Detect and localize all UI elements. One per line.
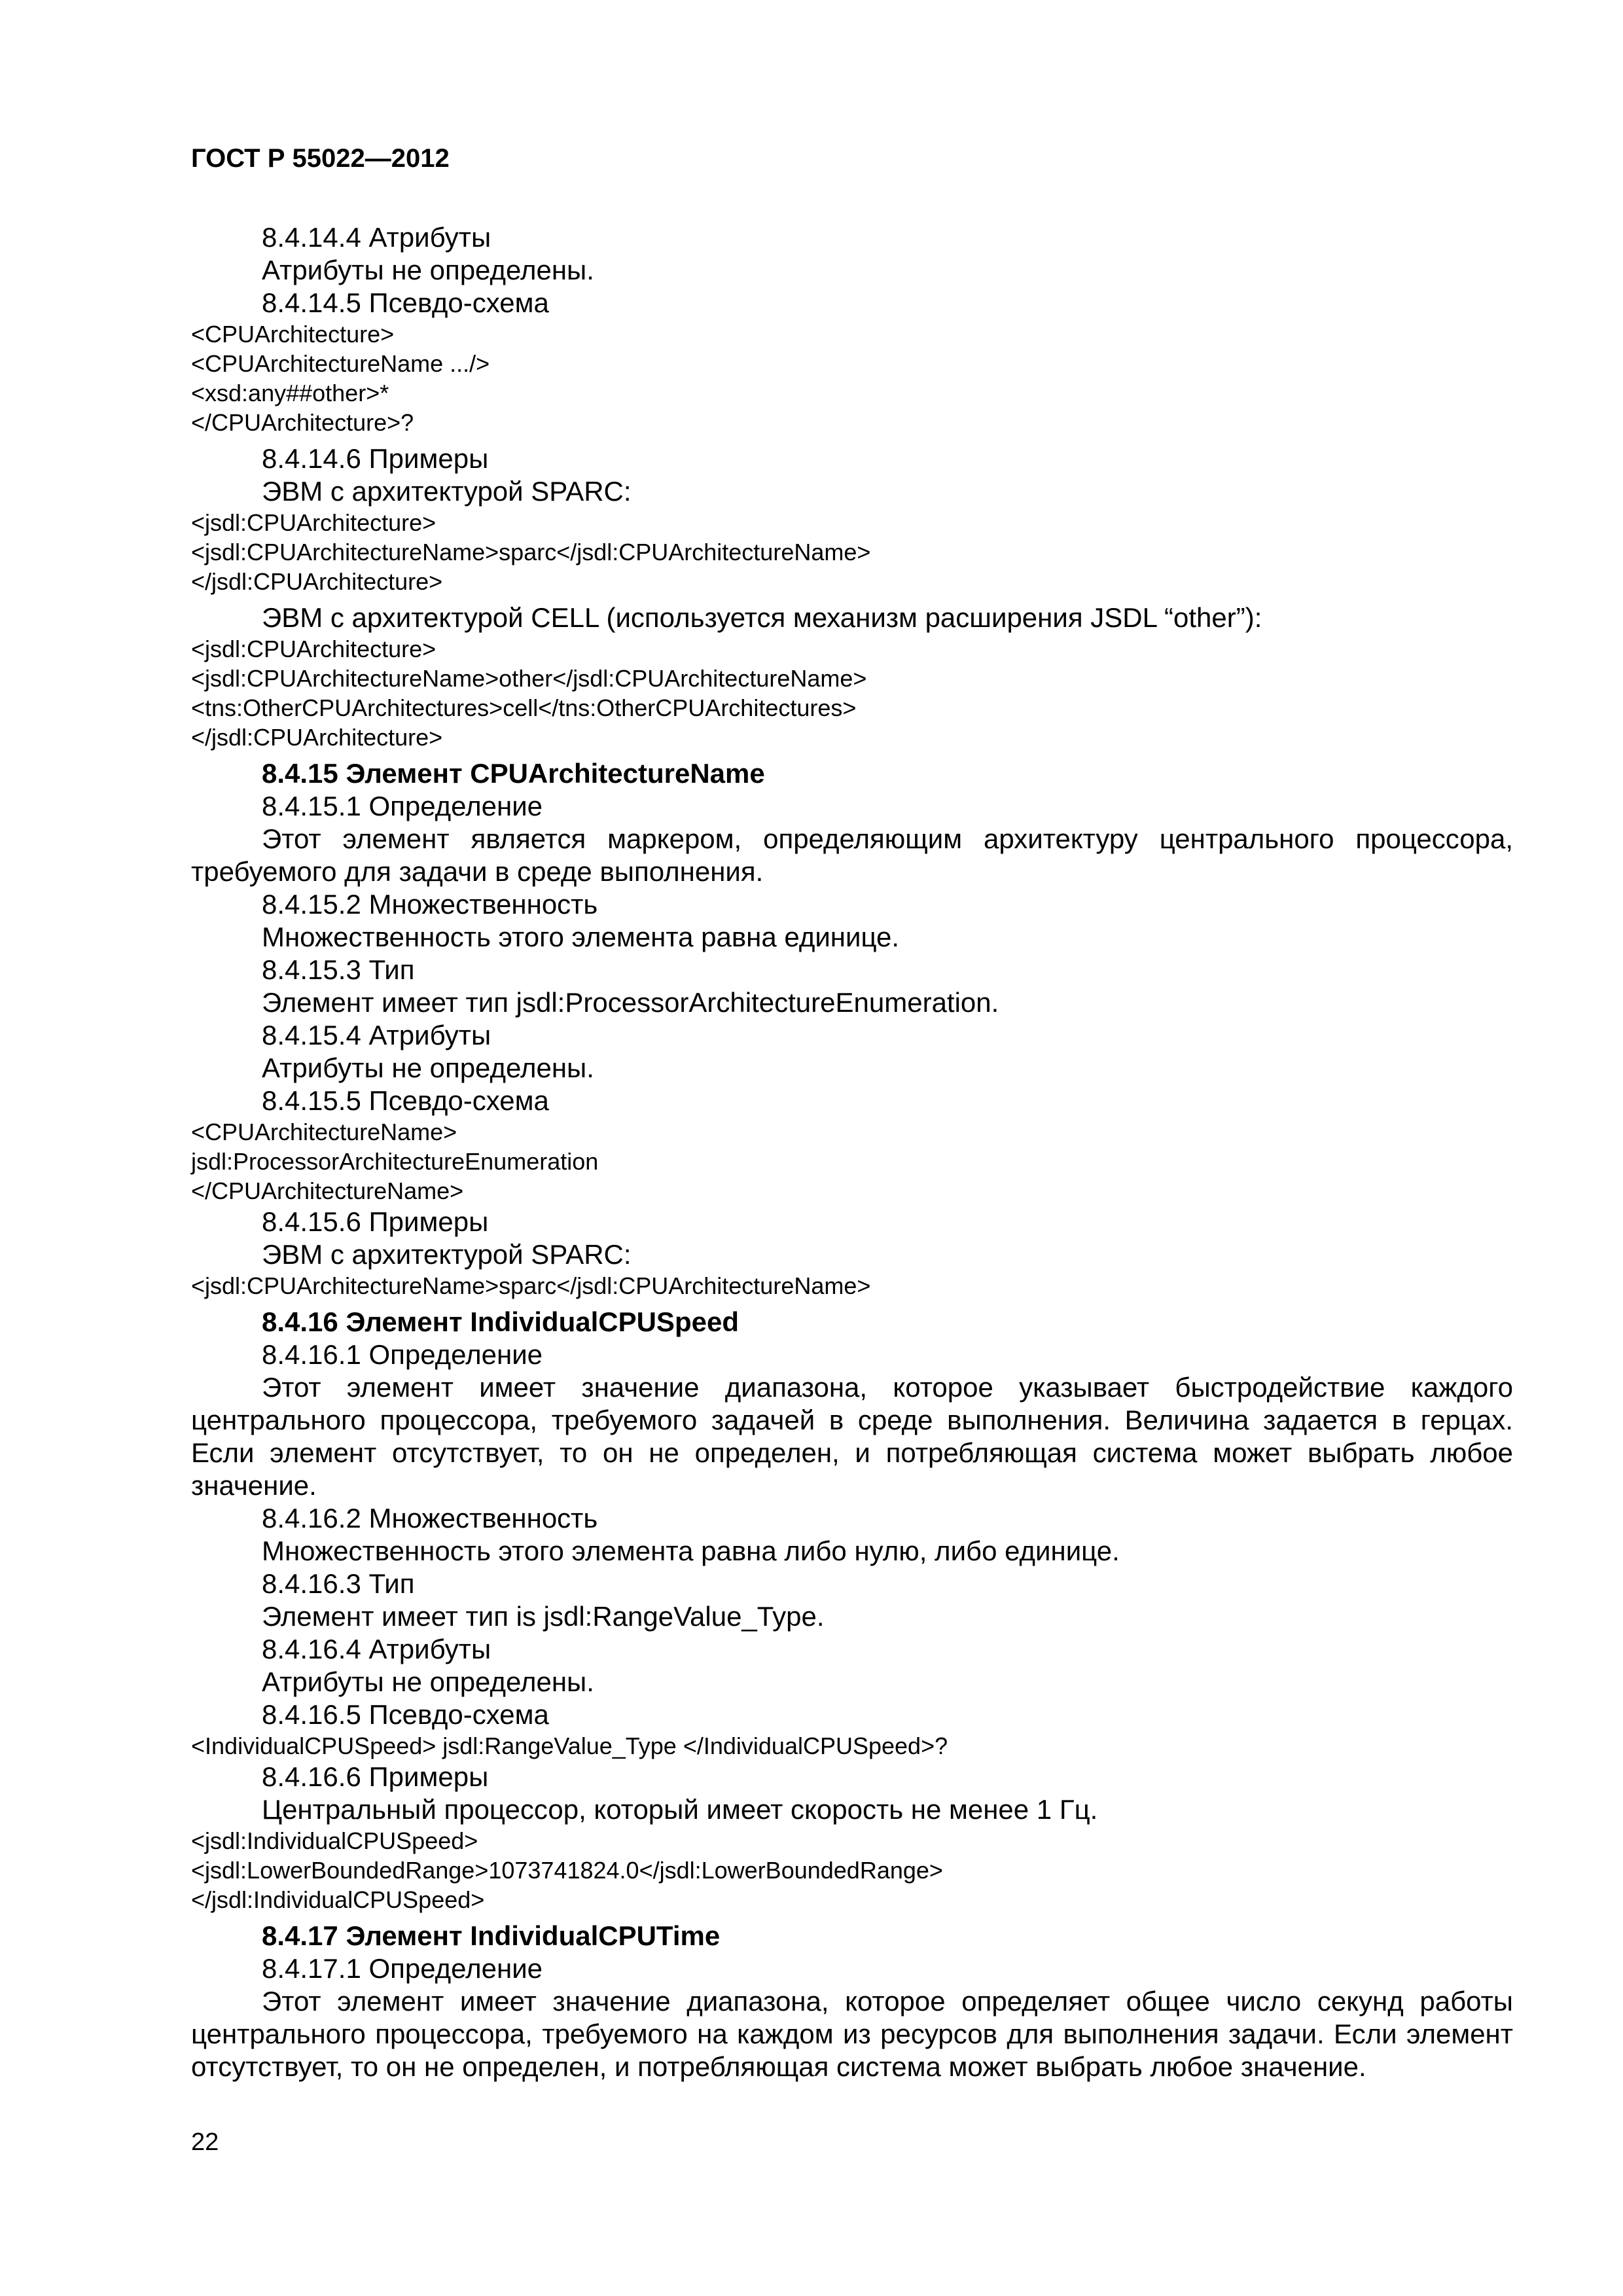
section-heading: 8.4.17.1 Определение <box>262 1953 543 1984</box>
text-line: Атрибуты не определены. <box>262 1666 594 1697</box>
section-heading: 8.4.16.6 Примеры <box>262 1761 489 1792</box>
code-line: <xsd:any##other>* <box>191 380 389 406</box>
code-line: </CPUArchitecture>? <box>191 409 414 436</box>
code-line: <jsdl:CPUArchitectureName>sparc</jsdl:CPUArchitectureName> <box>191 539 871 565</box>
code-line: <jsdl:LowerBoundedRange>1073741824.0</jsdl:LowerBoundedRange> <box>191 1857 943 1884</box>
section-heading: 8.4.16.3 Тип <box>262 1568 415 1599</box>
section-heading: 8.4.15.2 Множественность <box>262 889 598 920</box>
section-heading: 8.4.14.5 Псевдо-схема <box>262 287 549 318</box>
code-line: <jsdl:CPUArchitecture> <box>191 509 437 536</box>
text-line: Элемент имеет тип jsdl:ProcessorArchitectureEnumeration. <box>262 987 999 1018</box>
section-heading: 8.4.15.6 Примеры <box>262 1206 489 1237</box>
code-line: </jsdl:CPUArchitecture> <box>191 724 443 751</box>
section-heading: 8.4.15.3 Тип <box>262 954 415 985</box>
section-heading: 8.4.15.1 Определение <box>262 791 543 821</box>
text-line: ЭВМ с архитектурой SPARC: <box>262 476 632 507</box>
paragraph: Этот элемент имеет значение диапазона, которое определяет общее число секунд работы центрального процессора, требуемого на каждом из ресурсов для выполнения задачи. Если элемент отсутствует, то он не определен, и потребляющая система может выбрать любое значение. <box>191 1986 1513 2082</box>
text-line: Атрибуты не определены. <box>262 255 594 285</box>
text-line: ЭВМ с архитектурой CELL (используется механизм расширения JSDL “other”): <box>262 602 1262 633</box>
paragraph: Этот элемент имеет значение диапазона, которое указывает быстродействие каждого центрального процессора, требуемого задачей в среде выполнения. Величина задается в герцах. Если элемент отсутствует, то он не определен, и потребляющая система может выбрать любое значение. <box>191 1372 1513 1501</box>
text-line: ЭВМ с архитектурой SPARC: <box>262 1239 632 1270</box>
document-body <box>191 221 1513 2083</box>
page-number: 22 <box>191 2128 219 2156</box>
code-line: <CPUArchitecture> <box>191 321 395 348</box>
text-line: Элемент имеет тип is jsdl:RangeValue_Type. <box>262 1601 825 1632</box>
standard-header: ГОСТ Р 55022—2012 <box>191 144 450 173</box>
code-line: <jsdl:CPUArchitectureName>other</jsdl:CPUArchitectureName> <box>191 665 867 692</box>
section-heading: 8.4.14.6 Примеры <box>262 443 489 474</box>
code-line: <jsdl:CPUArchitectureName>sparc</jsdl:CPUArchitectureName> <box>191 1272 871 1299</box>
code-line: <tns:OtherCPUArchitectures>cell</tns:OtherCPUArchitectures> <box>191 694 857 721</box>
text-line: Множественность этого элемента равна либо нулю, либо единице. <box>262 1535 1120 1566</box>
code-line: </jsdl:CPUArchitecture> <box>191 568 443 595</box>
text-line: Центральный процессор, который имеет скорость не менее 1 Гц. <box>262 1794 1098 1825</box>
section-heading: 8.4.15.4 Атрибуты <box>262 1020 491 1050</box>
section-heading: 8.4.16.1 Определение <box>262 1339 543 1370</box>
code-line: <jsdl:IndividualCPUSpeed> <box>191 1827 478 1854</box>
code-line: </CPUArchitectureName> <box>191 1177 464 1204</box>
section-heading: 8.4.16.4 Атрибуты <box>262 1634 491 1664</box>
paragraph: Этот элемент является маркером, определяющим архитектуру центрального процессора, требуемого для задачи в среде выполнения. <box>191 823 1513 887</box>
code-line: </jsdl:IndividualCPUSpeed> <box>191 1886 485 1913</box>
code-line: <IndividualCPUSpeed> jsdl:RangeValue_Type </IndividualCPUSpeed>? <box>191 1732 948 1759</box>
text-line: Множественность этого элемента равна единице. <box>262 922 900 952</box>
section-heading: 8.4.14.4 Атрибуты <box>262 222 491 253</box>
code-line: <CPUArchitectureName> <box>191 1119 457 1145</box>
subsection-title: 8.4.17 Элемент IndividualCPUTime <box>262 1920 721 1951</box>
section-heading: 8.4.16.5 Псевдо-схема <box>262 1699 549 1730</box>
section-heading: 8.4.16.2 Множественность <box>262 1503 598 1534</box>
subsection-title: 8.4.15 Элемент CPUArchitectureName <box>262 758 765 789</box>
code-line: <CPUArchitectureName .../> <box>191 350 490 377</box>
section-heading: 8.4.15.5 Псевдо-схема <box>262 1085 549 1116</box>
subsection-title: 8.4.16 Элемент IndividualCPUSpeed <box>262 1306 739 1337</box>
text-line: Атрибуты не определены. <box>262 1052 594 1083</box>
code-line: <jsdl:CPUArchitecture> <box>191 636 437 662</box>
code-line: jsdl:ProcessorArchitectureEnumeration <box>191 1148 599 1175</box>
